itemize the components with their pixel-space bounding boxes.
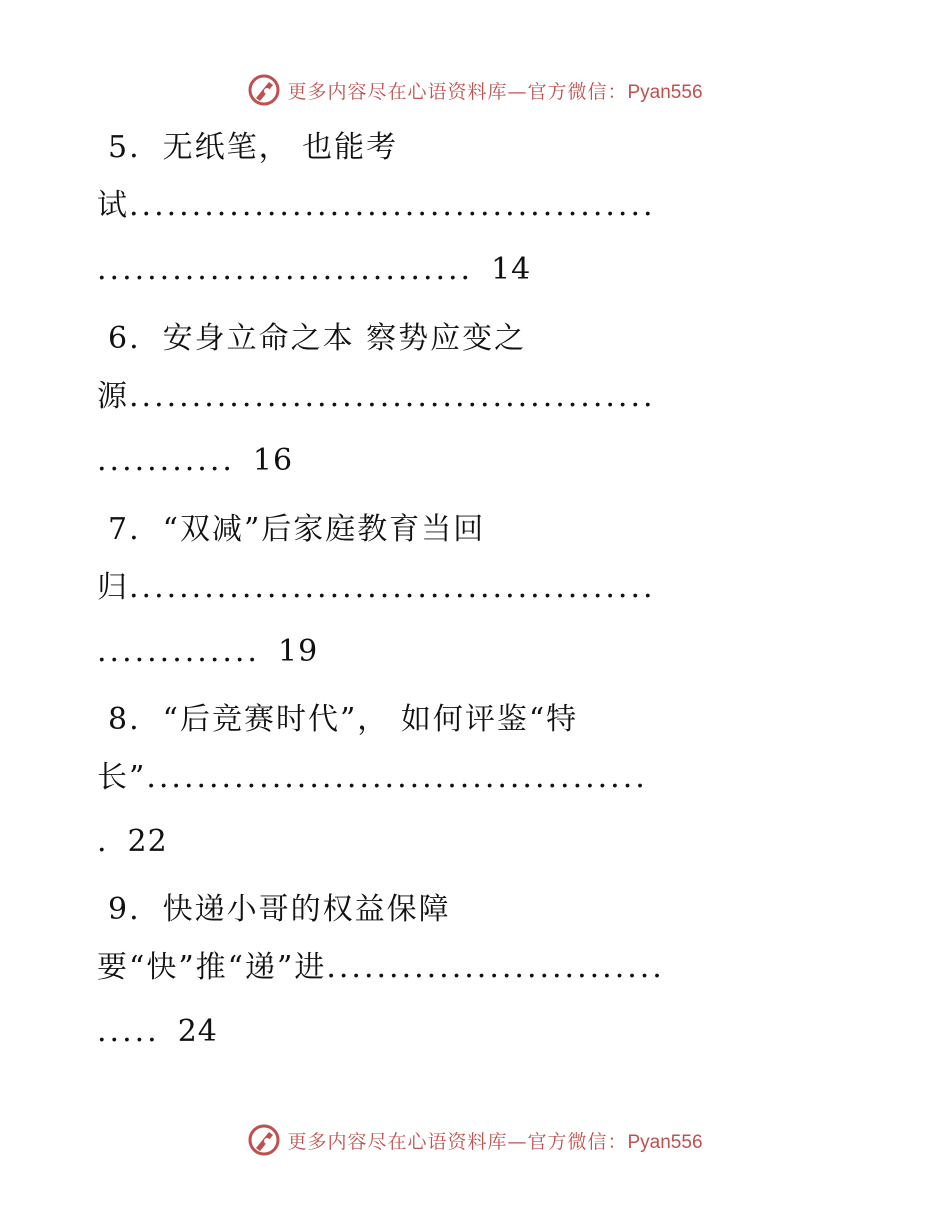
entry-title-line (108, 128, 398, 168)
entry-title-end: 试 (97, 188, 129, 223)
wechat-id: Pyan556 (627, 1131, 703, 1153)
entry-title: 无纸笔， 也能考 (162, 130, 399, 165)
entry-title-end-line (97, 186, 656, 226)
toc-entry[interactable] (0, 700, 950, 890)
footer-banner (0, 1120, 950, 1160)
page-number: 14 (491, 252, 532, 287)
toc-entry[interactable] (0, 319, 950, 509)
leader-dots: .......................................... (129, 570, 656, 605)
entry-page-line (97, 441, 293, 481)
wechat-id: Pyan556 (627, 81, 703, 103)
toc-entry[interactable] (0, 890, 950, 1080)
entry-title-end-line (97, 948, 665, 988)
leader-dots: ........................... (326, 950, 665, 985)
leader-dots: ............. (97, 634, 260, 669)
pen-logo-icon (247, 73, 281, 107)
entry-page-line (97, 1012, 218, 1052)
leader-dots: . (97, 824, 110, 859)
banner-text: 更多内容尽在心语资料库—官方微信：Pyan556 (287, 1130, 703, 1153)
toc-entry[interactable] (0, 510, 950, 700)
entry-title: 快递小哥的权益保障 (162, 892, 451, 927)
entry-page-line (97, 822, 168, 862)
entry-page-line (97, 250, 531, 290)
leader-dots: .............................. (97, 252, 474, 287)
entry-title-end: 源 (97, 379, 129, 414)
entry-title-end-line (97, 758, 648, 798)
entry-title: “双减”后家庭教育当回 (162, 512, 486, 547)
entry-title-end-line (97, 568, 656, 608)
entry-title-line (108, 319, 526, 359)
entry-number: 5. (108, 130, 141, 165)
entry-title-end-line (97, 377, 656, 417)
entry-title: 安身立命之本 察势应变之 (162, 321, 527, 356)
leader-dots: ........... (97, 443, 235, 478)
entry-title-end: 归 (97, 570, 129, 605)
entry-number: 6. (108, 321, 141, 356)
entry-title-end: 要“快”推“递”进 (97, 950, 327, 985)
entry-number: 8. (108, 702, 141, 737)
entry-title-end: 长” (97, 760, 147, 795)
leader-dots: .......................................... (129, 188, 656, 223)
entry-number: 9. (108, 892, 141, 927)
leader-dots: ........................................ (146, 760, 648, 795)
leader-dots: .......................................... (129, 379, 656, 414)
entry-page-line (97, 632, 318, 672)
header-banner (0, 70, 950, 110)
entry-title-line (108, 510, 485, 550)
entry-number: 7. (108, 512, 141, 547)
entry-title-line (108, 700, 578, 740)
leader-dots: ..... (97, 1014, 160, 1049)
page-number: 22 (127, 824, 168, 859)
pen-logo-icon (247, 1123, 281, 1157)
page-number: 19 (277, 634, 319, 669)
toc-entry[interactable] (0, 128, 950, 318)
page-number: 16 (252, 443, 294, 478)
entry-title-line (108, 890, 451, 930)
page-number: 24 (177, 1014, 218, 1049)
banner-text: 更多内容尽在心语资料库—官方微信：Pyan556 (287, 80, 703, 103)
entry-title: “后竞赛时代”， 如何评鉴“特 (162, 702, 579, 737)
